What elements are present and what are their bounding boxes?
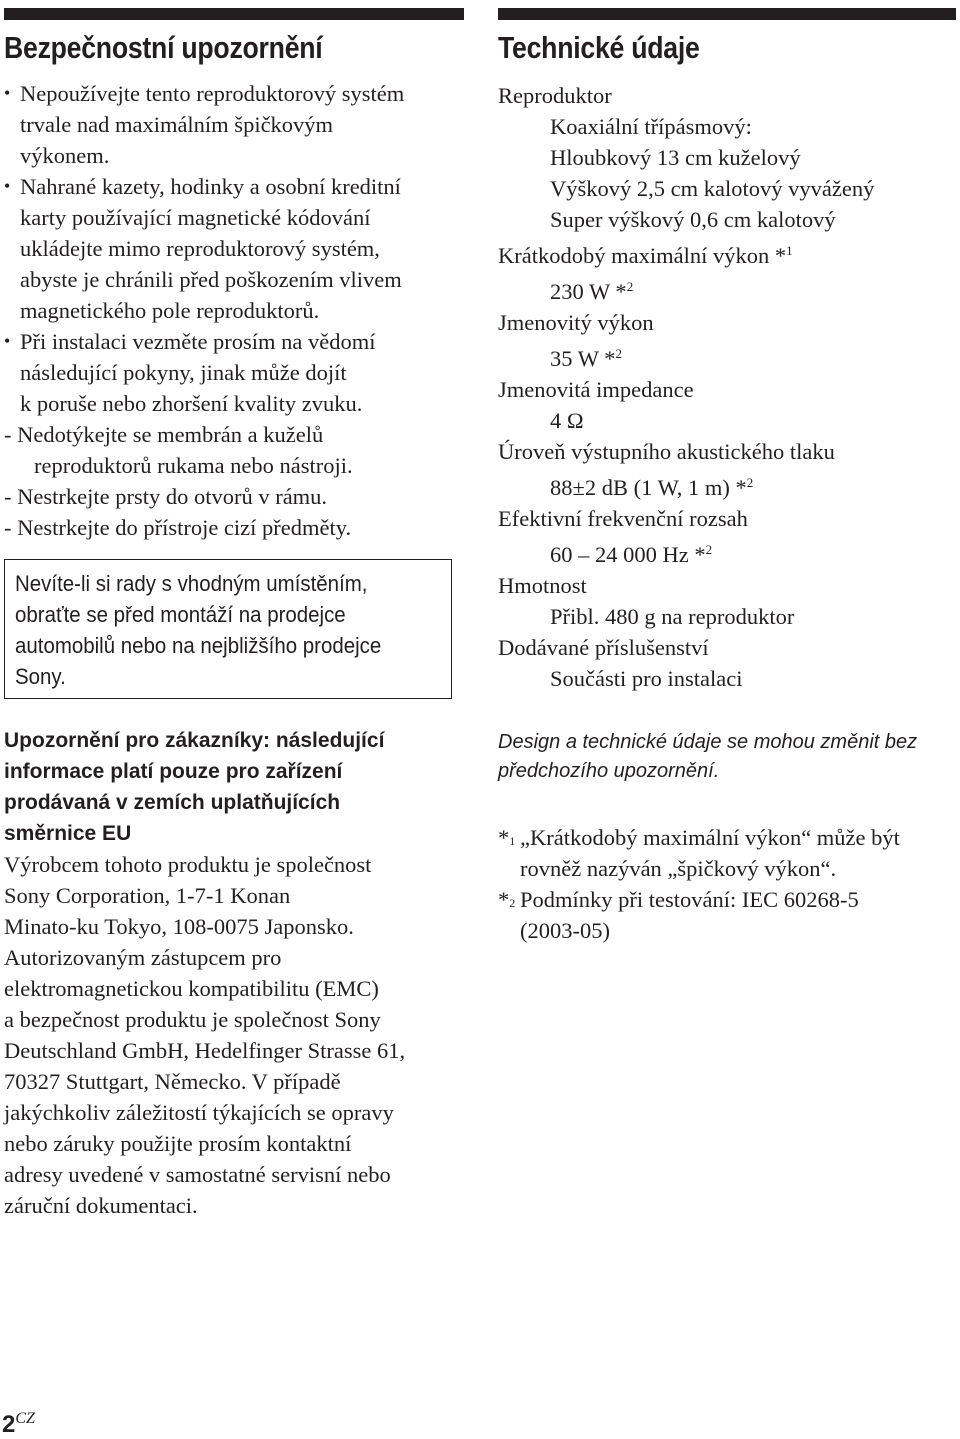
spec-value-text: Přibl. 480 g na reproduktor [550, 604, 795, 629]
spec-value [498, 601, 956, 632]
bullet-line: následující pokyny, jinak může dojít [20, 360, 347, 385]
bullet-line: ukládejte mimo reproduktorový systém, [20, 236, 380, 261]
spec-label-text: Efektivní frekvenční rozsah [498, 506, 748, 531]
design-note [498, 728, 956, 786]
spec-label [498, 436, 956, 467]
footnote-number: 1 [509, 834, 516, 848]
spec-value [498, 534, 956, 570]
notice-title-line: prodávaná v zemích uplatňujících [4, 791, 341, 814]
bullet-line: k poruše nebo zhoršení kvality zvuku. [20, 391, 363, 416]
spec-label [498, 632, 956, 663]
spec-value-text: Hloubkový 13 cm kuželový [550, 145, 801, 170]
spec-label-text: Jmenovitá impedance [498, 377, 694, 402]
spec-label-text: Hmotnost [498, 573, 587, 598]
notice-body-line: Autorizovaným zástupcem pro [4, 945, 282, 970]
page-number [2, 1410, 35, 1439]
heading-bar [498, 8, 956, 20]
bullet-item [4, 78, 464, 171]
bullet-item [4, 326, 464, 419]
bullet-line: karty používající magnetické kódování [20, 205, 371, 230]
notice-title-line: směrnice EU [4, 822, 132, 845]
dash-line: reproduktorů rukama nebo nástroji. [34, 453, 353, 478]
bullet-dot-icon: • [4, 83, 11, 103]
specs-list [498, 80, 956, 694]
page-language-suffix: CZ [15, 1410, 35, 1427]
box-line: Nevíte-li si rady s vhodným umístěním, [15, 571, 368, 596]
dash-line: - Nedotýkejte se membrán a kuželů [4, 422, 324, 447]
right-column [498, 0, 956, 946]
footnote-number: 2 [509, 896, 516, 910]
notice-body-line: adresy uvedené v samostatné servisní nebo [4, 1162, 391, 1187]
footnote-line: Podmínky při testování: IEC 60268-5 [520, 887, 859, 912]
spec-label-text: Úroveň výstupního akustického tlaku [498, 439, 835, 464]
spec-value-text: Výškový 2,5 cm kalotový vyvážený [550, 176, 875, 201]
spec-label-text: Krátkodobý maximální výkon * [498, 243, 787, 268]
spec-value [498, 271, 956, 307]
dash-list [4, 419, 464, 543]
safety-heading: Bezpečnostní upozornění [4, 30, 323, 65]
eu-notice-body [4, 849, 464, 1221]
spec-label [498, 80, 956, 111]
spec-label-note: 1 [786, 243, 793, 258]
design-note-line: Design a technické údaje se mohou změnit bez [498, 731, 918, 753]
footnote-line: (2003-05) [520, 918, 610, 943]
bullet-line: Nahrané kazety, hodinky a osobní kreditní [20, 174, 401, 199]
spec-value-text: Koaxiální třípásmový: [550, 114, 752, 139]
spec-value [498, 142, 956, 173]
box-line: Sony. [15, 664, 66, 689]
spec-label [498, 570, 956, 601]
notice-body-line: Sony Corporation, 1-7-1 Konan [4, 883, 291, 908]
footnote-mark [498, 884, 515, 919]
notice-body-line: a bezpečnost produktu je společnost Sony [4, 1007, 381, 1032]
spec-value [498, 173, 956, 204]
bullet-line: abyste je chránili před poškozením vlivem [20, 267, 402, 292]
notice-title-line: Upozornění pro zákazníky: následující [4, 729, 385, 752]
spec-label [498, 235, 956, 271]
spec-value-note: 2 [705, 542, 713, 557]
notice-body-line: elektromagnetickou kompatibilitu (EMC) [4, 976, 379, 1001]
spec-value [498, 204, 956, 235]
footnotes [498, 822, 956, 946]
bullet-dot-icon: • [4, 176, 11, 196]
notice-body-line: nebo záruky použijte prosím kontaktní [4, 1131, 352, 1156]
spec-label-text: Jmenovitý výkon [498, 310, 654, 335]
spec-label-text: Reproduktor [498, 83, 612, 108]
heading-bar [4, 8, 464, 20]
spec-label [498, 503, 956, 534]
spec-value-text: 60 – 24 000 Hz * [550, 542, 706, 567]
left-column [4, 0, 464, 1221]
footnote-item [498, 884, 956, 946]
notice-body-line: jakýchkoliv záležitostí týkajících se opravy [4, 1100, 394, 1125]
footnote-line: rovněž nazýván „špičkový výkon“. [520, 856, 837, 881]
spec-value-text: Super výškový 0,6 cm kalotový [550, 207, 836, 232]
bullet-line: výkonem. [20, 143, 110, 168]
spec-value-note: 2 [615, 346, 622, 361]
footnote-line: „Krátkodobý maximální výkon“ může být [520, 825, 900, 850]
spec-label-text: Dodávané příslušenství [498, 635, 709, 660]
spec-label [498, 374, 956, 405]
bullet-dot-icon: • [4, 331, 11, 351]
spec-value [498, 111, 956, 142]
notice-body-line: Výrobcem tohoto produktu je společnost [4, 852, 372, 877]
notice-body-line: záruční dokumentaci. [4, 1193, 198, 1218]
box-line: automobilů nebo na nejbližšího prodejce [15, 633, 382, 658]
bullet-line: Nepoužívejte tento reproduktorový systém [20, 81, 405, 106]
spec-value-text: 88±2 dB (1 W, 1 m) * [550, 475, 747, 500]
bullet-item [4, 171, 464, 326]
spec-value [498, 338, 956, 374]
dash-line: - Nestrkejte prsty do otvorů v rámu. [4, 484, 328, 509]
footnote-item [498, 822, 956, 884]
footnote-asterisk: * [498, 887, 510, 912]
notice-title-line: informace platí pouze pro zařízení [4, 760, 343, 783]
bullet-line: Při instalaci vezměte prosím na vědomí [20, 329, 376, 354]
notice-body-line: Deutschland GmbH, Hedelfinger Strasse 61, [4, 1038, 406, 1063]
spec-value [498, 467, 956, 503]
spec-value-text: 230 W * [550, 279, 627, 304]
spec-value-text: 4 Ω [550, 408, 584, 433]
spec-value-text: Součásti pro instalaci [550, 666, 743, 691]
spec-value [498, 663, 956, 694]
box-line: obraťte se před montáží na prodejce [15, 602, 346, 627]
footnote-mark [498, 822, 515, 857]
notice-body-line: 70327 Stuttgart, Německo. V případě [4, 1069, 341, 1094]
footnote-asterisk: * [498, 825, 510, 850]
bullet-line: trvale nad maximálním špičkovým [20, 112, 334, 137]
notice-body-line: Minato-ku Tokyo, 108-0075 Japonsko. [4, 914, 354, 939]
spec-value-text: 35 W * [550, 346, 616, 371]
dealer-advice-box [4, 559, 452, 699]
safety-list [4, 78, 464, 419]
spec-value-note: 2 [626, 279, 634, 294]
eu-notice-title [4, 725, 464, 849]
spec-value-note: 2 [746, 475, 754, 490]
dash-line: - Nestrkejte do přístroje cizí předměty. [4, 515, 352, 540]
spec-value [498, 405, 956, 436]
spec-label [498, 307, 956, 338]
bullet-line: magnetického pole reproduktorů. [20, 298, 320, 323]
page-number-digit: 2 [2, 1411, 16, 1438]
design-note-line: předchozího upozornění. [498, 760, 720, 782]
specs-heading: Technické údaje [498, 30, 700, 65]
